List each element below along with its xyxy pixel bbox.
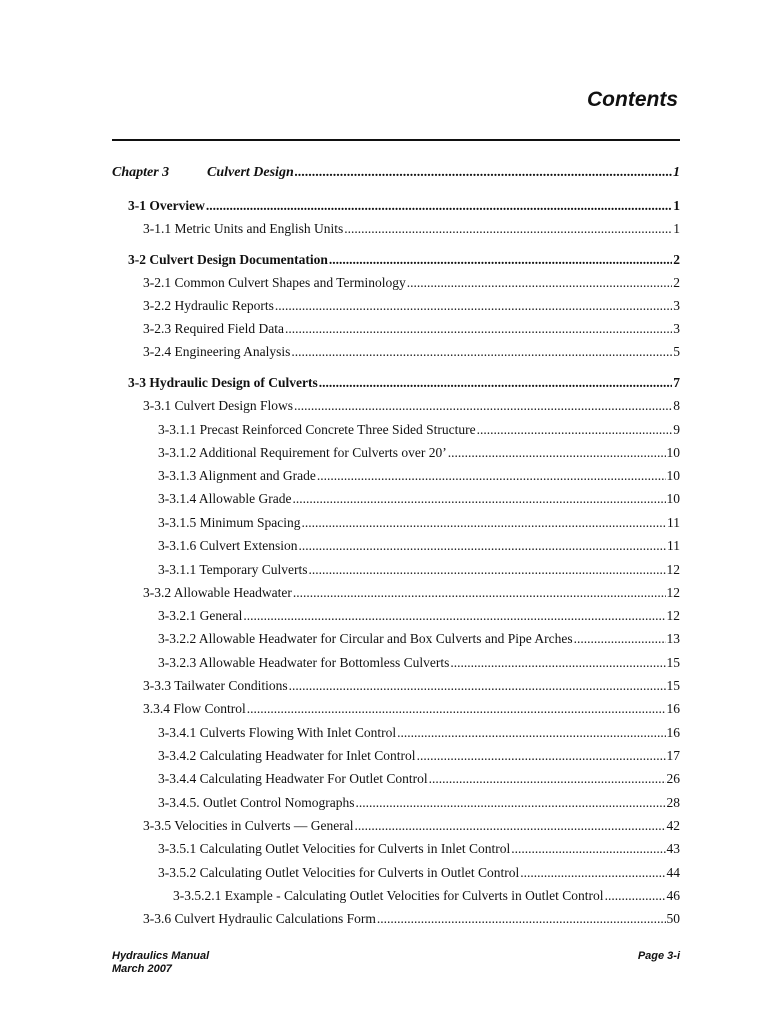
dot-leader <box>329 251 672 269</box>
dot-leader <box>429 770 666 788</box>
toc-entry-page: 3 <box>673 298 680 313</box>
dot-leader <box>291 343 672 361</box>
toc-entry-label: 3-3.5.2.1 Example - Calculating Outlet Velocities for Culverts in Outlet Control <box>173 888 604 903</box>
toc-entry-page: 12 <box>666 608 680 623</box>
toc-entry[interactable] <box>158 770 680 788</box>
toc-entry-label: 3-3 Hydraulic Design of Culverts <box>128 375 318 390</box>
toc-entry-page: 5 <box>673 344 680 359</box>
toc-entry[interactable] <box>158 537 680 555</box>
chapter-page: 1 <box>673 165 680 180</box>
toc-entry-label: 3-3.4.5. Outlet Control Nomographs <box>158 795 355 810</box>
toc-entry-label: 3-3.3 Tailwater Conditions <box>143 678 288 693</box>
toc-entry[interactable] <box>158 467 680 485</box>
toc-entry-page: 44 <box>666 865 680 880</box>
toc-entry-page: 11 <box>667 538 680 553</box>
dot-leader <box>292 490 665 508</box>
dot-leader <box>355 794 665 812</box>
toc-entry-label: 3-3.4.4 Calculating Headwater For Outlet Control <box>158 771 428 786</box>
dot-leader <box>309 561 666 579</box>
toc-entry-page: 10 <box>666 445 680 460</box>
toc-entry-page: 8 <box>673 398 680 413</box>
toc-entry-label: 3-3.1.3 Alignment and Grade <box>158 468 316 483</box>
toc-entry-page: 12 <box>666 585 680 600</box>
toc-entry[interactable] <box>158 514 680 532</box>
toc-entry[interactable] <box>143 910 680 928</box>
dot-leader <box>285 320 672 338</box>
toc-entry-page: 3 <box>673 321 680 336</box>
toc-entry[interactable] <box>143 817 680 835</box>
toc-entry[interactable] <box>158 444 680 462</box>
toc-entry[interactable] <box>128 251 680 269</box>
toc-entry[interactable] <box>158 607 680 625</box>
dot-leader <box>302 514 667 532</box>
toc-entry[interactable] <box>143 320 680 338</box>
toc-entry-label: 3-2.1 Common Culvert Shapes and Terminology <box>143 275 406 290</box>
toc-entry-label: 3-2.2 Hydraulic Reports <box>143 298 274 313</box>
chapter-title: Culvert Design <box>207 165 294 180</box>
toc-entry-page: 17 <box>666 748 680 763</box>
toc-entry-page: 50 <box>666 911 680 926</box>
toc-entry-label: 3-3.1.2 Additional Requirement for Culverts over 20’ <box>158 445 447 460</box>
toc-entry[interactable] <box>158 724 680 742</box>
dot-leader <box>477 421 673 439</box>
toc-entry[interactable] <box>158 864 680 882</box>
toc-entry-label: 3-3.5.2 Calculating Outlet Velocities for Culverts in Outlet Control <box>158 865 520 880</box>
toc-entry[interactable] <box>143 700 680 718</box>
dot-leader <box>275 297 672 315</box>
toc-entry[interactable] <box>143 297 680 315</box>
toc-entry[interactable] <box>128 374 680 392</box>
dot-leader <box>344 220 672 238</box>
dot-leader <box>407 274 672 292</box>
dot-leader <box>448 444 666 462</box>
toc-entry[interactable] <box>143 220 680 238</box>
toc-entry-label: 3-1.1 Metric Units and English Units <box>143 221 344 236</box>
toc-entry-label: 3-3.5.1 Calculating Outlet Velocities for Culverts in Inlet Control <box>158 841 511 856</box>
toc-entry[interactable] <box>143 343 680 361</box>
toc-entry-label: 3-3.4.2 Calculating Headwater for Inlet Control <box>158 748 416 763</box>
toc-entry-page: 15 <box>666 678 680 693</box>
toc-entry[interactable] <box>158 747 680 765</box>
toc-entry[interactable] <box>158 654 680 672</box>
dot-leader <box>605 887 666 905</box>
toc-entry-page: 10 <box>666 468 680 483</box>
toc-entry-page: 15 <box>666 655 680 670</box>
toc-entry-page: 43 <box>666 841 680 856</box>
dot-leader <box>397 724 665 742</box>
chapter-number: Chapter 3 <box>112 165 170 180</box>
toc-entry-page: 46 <box>666 888 680 903</box>
dot-leader <box>298 537 666 555</box>
toc-entry-page: 1 <box>673 221 680 236</box>
toc-entry-label: 3-2 Culvert Design Documentation <box>128 252 328 267</box>
toc-entry-label: 3-3.2.1 General <box>158 608 243 623</box>
dot-leader <box>450 654 665 672</box>
toc-entry-label: 3-2.4 Engineering Analysis <box>143 344 291 359</box>
dot-leader <box>319 374 673 392</box>
toc-entry[interactable] <box>173 887 680 905</box>
toc-entry-label: 3-1 Overview <box>128 198 205 213</box>
page-heading: Contents <box>587 88 678 111</box>
toc-entry[interactable] <box>158 794 680 812</box>
toc-entry-page: 16 <box>666 701 680 716</box>
footer-date: March 2007 <box>112 963 172 975</box>
dot-leader <box>377 910 666 928</box>
toc-entry-label: 3-3.5 Velocities in Culverts — General <box>143 818 354 833</box>
footer <box>112 950 680 976</box>
toc-entry[interactable] <box>143 677 680 695</box>
toc-entry-label: 3-3.1.4 Allowable Grade <box>158 491 292 506</box>
toc-entry-label: 3-3.2 Allowable Headwater <box>143 585 292 600</box>
dot-leader <box>289 677 666 695</box>
dot-leader <box>293 584 666 602</box>
toc-entry-page: 26 <box>666 771 680 786</box>
toc-entry-page: 12 <box>666 562 680 577</box>
toc-entry-label: 3-3.1 Culvert Design Flows <box>143 398 293 413</box>
dot-leader <box>574 630 666 648</box>
toc-entry[interactable] <box>143 274 680 292</box>
dot-leader <box>294 397 672 415</box>
toc-entry-label: 3-2.3 Required Field Data <box>143 321 284 336</box>
toc-entry[interactable] <box>143 584 680 602</box>
toc-entry-label: 3-3.2.3 Allowable Headwater for Bottomless Culverts <box>158 655 450 670</box>
toc-entry-label: 3-3.1.5 Minimum Spacing <box>158 515 301 530</box>
dot-leader <box>417 747 666 765</box>
toc-entry-page: 42 <box>666 818 680 833</box>
toc-entry-page: 16 <box>666 725 680 740</box>
footer-manual: Hydraulics Manual <box>112 950 210 962</box>
toc-entry-label: 3-3.1.1 Precast Reinforced Concrete Three Sided Structure <box>158 422 476 437</box>
toc-entry-label: 3-3.2.2 Allowable Headwater for Circular and Box Culverts and Pipe Arches <box>158 631 573 646</box>
toc-entry-page: 11 <box>667 515 680 530</box>
toc-entry-label: 3-3.1.1 Temporary Culverts <box>158 562 308 577</box>
toc-entry[interactable] <box>158 630 680 648</box>
toc-entry-label: 3-3.6 Culvert Hydraulic Calculations Form <box>143 911 376 926</box>
toc-entry[interactable] <box>143 397 680 415</box>
toc-entry-page: 2 <box>673 252 680 267</box>
toc-entry[interactable] <box>158 840 680 858</box>
toc-entry[interactable] <box>158 490 680 508</box>
toc-entry[interactable] <box>158 561 680 579</box>
toc-entry-label: 3.3.4 Flow Control <box>143 701 246 716</box>
toc-entry-page: 10 <box>666 491 680 506</box>
dot-leader <box>511 840 665 858</box>
toc-entry[interactable] <box>158 421 680 439</box>
dot-leader <box>247 700 666 718</box>
toc-entry-page: 9 <box>673 422 680 437</box>
toc-entry-label: 3-3.4.1 Culverts Flowing With Inlet Control <box>158 725 397 740</box>
toc-entry-page: 28 <box>666 795 680 810</box>
toc-entry-label: 3-3.1.6 Culvert Extension <box>158 538 298 553</box>
dot-leader <box>520 864 665 882</box>
dot-leader <box>317 467 666 485</box>
toc-entry-page: 7 <box>673 375 680 390</box>
toc-entry[interactable] <box>128 197 680 215</box>
toc-entry-page: 13 <box>666 631 680 646</box>
dot-leader <box>243 607 665 625</box>
toc-entry-page: 1 <box>673 198 680 213</box>
dot-leader <box>206 197 672 215</box>
dot-leader <box>354 817 665 835</box>
footer-page: Page 3-i <box>637 950 680 962</box>
toc-entry-page: 2 <box>673 275 680 290</box>
